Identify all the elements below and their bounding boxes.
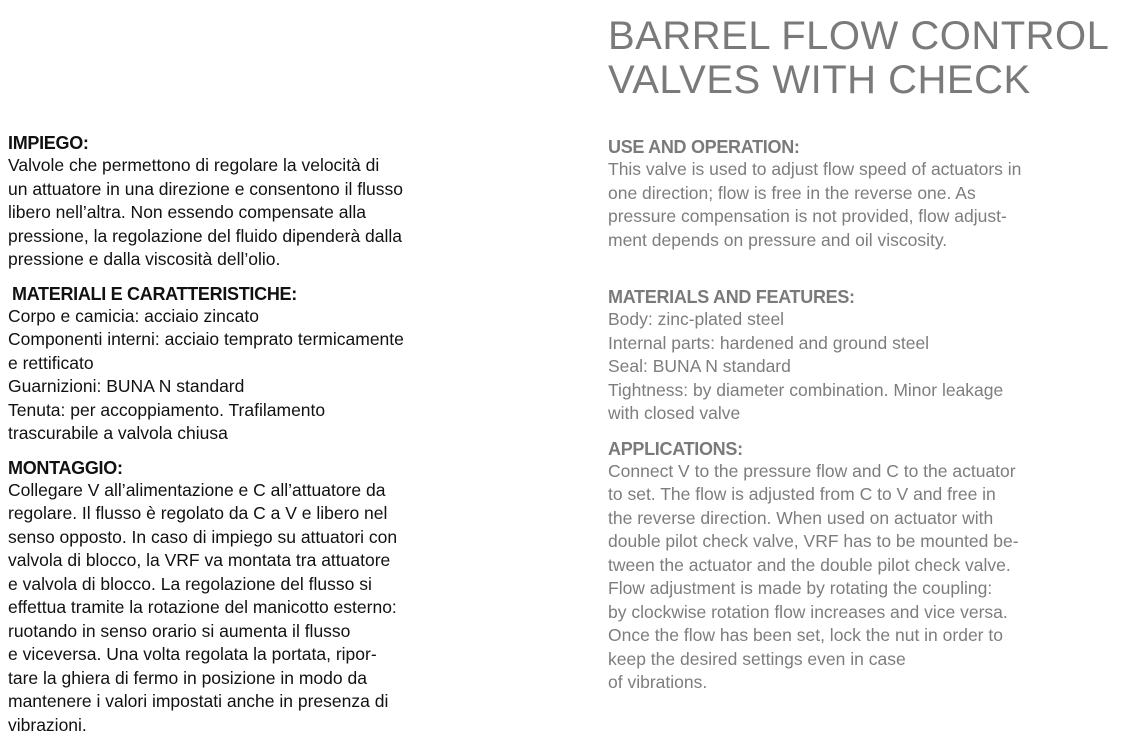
impiego-section: [8, 132, 478, 272]
montaggio-text: [8, 479, 478, 738]
applications-heading: APPLICATIONS:: [608, 438, 743, 459]
text-line: e valvola di blocco. La regolazione del flusso si: [8, 573, 372, 594]
english-column: [608, 14, 1138, 695]
text-line: senso opposto. In caso di impiego su attuatori con: [8, 526, 398, 547]
text-line: tween the actuator and the double pilot check valve.: [608, 554, 1011, 575]
materiali-section: [8, 283, 478, 446]
text-line: of vibrations.: [608, 672, 708, 692]
materiali-text: [8, 305, 478, 446]
text-line: Once the flow has been set, lock the nut in order to: [608, 625, 1003, 645]
text-line: vibrazioni.: [8, 714, 87, 735]
impiego-heading: IMPIEGO:: [8, 133, 89, 153]
text-line: pressione, la regolazione del fluido dipenderà dalla: [8, 225, 403, 246]
text-line: Tenuta: per accoppiamento. Trafilamento: [8, 399, 326, 420]
impiego-text: [8, 154, 478, 272]
text-line: one direction; flow is free in the reverse one. As: [608, 182, 976, 203]
page-title: [608, 14, 1138, 102]
text-line: keep the desired settings even in case: [608, 648, 906, 669]
text-line: Valvole che permettono di regolare la velocità di: [8, 155, 380, 175]
text-line: un attuatore in una direzione e consentono il flusso: [8, 178, 403, 199]
materiali-heading: MATERIALI E CARATTERISTICHE:: [12, 283, 297, 304]
text-line: Componenti interni: acciaio temprato termicamente: [8, 329, 404, 349]
text-line: effettua tramite la rotazione del manicotto esterno:: [8, 597, 397, 617]
text-line: tare la ghiera di fermo in posizione in modo da: [8, 667, 367, 688]
text-line: by clockwise rotation flow increases and vice versa.: [608, 601, 1008, 622]
text-line: This valve is used to adjust flow speed of actuators in: [608, 159, 1022, 179]
montaggio-section: [8, 457, 478, 738]
text-line: with closed valve: [608, 403, 741, 423]
text-line: libero nell’altra. Non essendo compensate alla: [8, 202, 366, 222]
title-line: BARREL FLOW CONTROL: [608, 14, 1110, 58]
use-heading: USE AND OPERATION:: [608, 137, 800, 157]
text-line: Internal parts: hardened and ground steel: [608, 332, 930, 353]
text-line: e rettificato: [8, 352, 94, 373]
montaggio-heading: MONTAGGIO:: [8, 457, 123, 478]
use-text: [608, 158, 1138, 252]
title-line: VALVES WITH CHECK: [608, 58, 1031, 102]
materials-section: [608, 286, 1138, 426]
materials-text: [608, 308, 1138, 426]
applications-section: [608, 438, 1138, 695]
text-line: Collegare V all’alimentazione e C all’attuatore da: [8, 479, 386, 500]
use-section: [608, 136, 1138, 252]
text-line: Tightness: by diameter combination. Minor leakage: [608, 379, 1004, 400]
text-line: to set. The flow is adjusted from C to V and free in: [608, 484, 996, 504]
applications-text: [608, 460, 1138, 695]
text-line: Seal: BUNA N standard: [608, 356, 791, 376]
text-line: the reverse direction. When used on actuator with: [608, 507, 994, 528]
text-line: Body: zinc-plated steel: [608, 309, 785, 329]
text-line: valvola di blocco, la VRF va montata tra attuatore: [8, 550, 391, 570]
text-line: mantenere i valori impostati anche in presenza di: [8, 691, 389, 711]
text-line: double pilot check valve, VRF has to be mounted be-: [608, 531, 1019, 551]
text-line: Flow adjustment is made by rotating the coupling:: [608, 578, 993, 598]
materials-heading: MATERIALS AND FEATURES:: [608, 287, 855, 307]
text-line: regolare. Il flusso è regolato da C a V e libero nel: [8, 503, 388, 523]
text-line: ment depends on pressure and oil viscosity.: [608, 229, 948, 250]
text-line: Connect V to the pressure flow and C to the actuator: [608, 460, 1016, 481]
text-line: e viceversa. Una volta regolata la portata, ripor-: [8, 644, 377, 664]
text-line: ruotando in senso orario si aumenta il flusso: [8, 620, 351, 641]
text-line: Corpo e camicia: acciaio zincato: [8, 305, 259, 326]
text-line: pressione e dalla viscosità dell’olio.: [8, 249, 281, 269]
text-line: Guarnizioni: BUNA N standard: [8, 376, 245, 396]
italian-column: [8, 132, 478, 737]
text-line: pressure compensation is not provided, flow adjust-: [608, 206, 1007, 226]
text-line: trascurabile a valvola chiusa: [8, 423, 228, 443]
